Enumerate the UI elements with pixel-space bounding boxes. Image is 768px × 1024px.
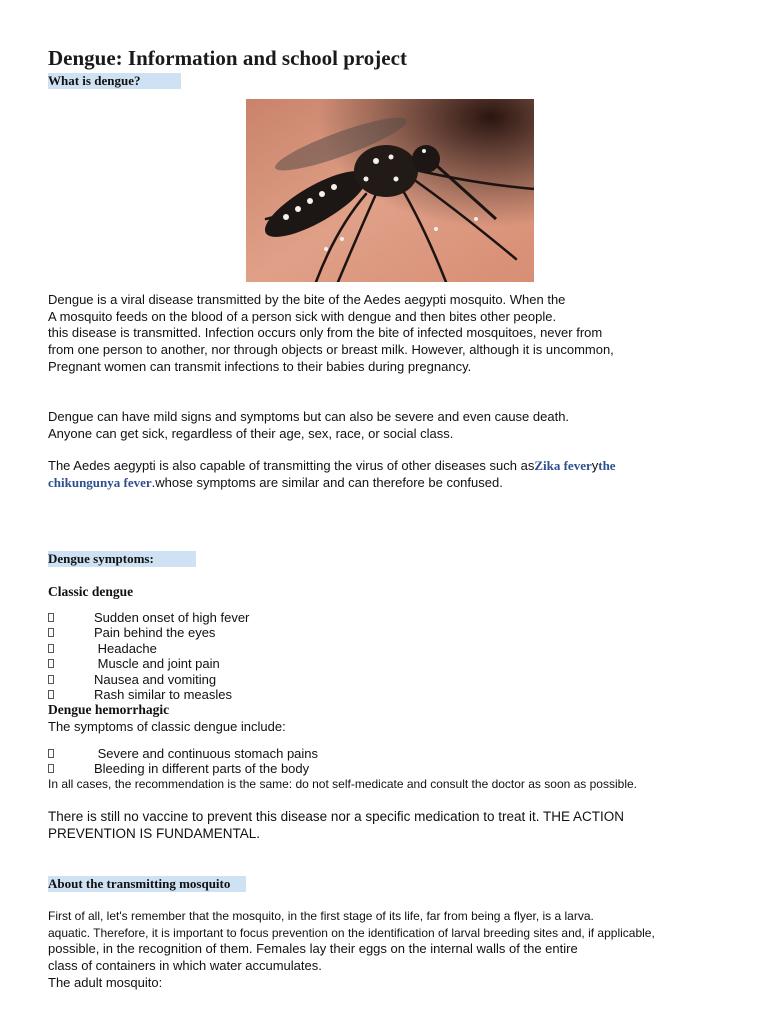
other-diseases-paragraph <box>48 458 688 491</box>
text-line: Anyone can get sick, regardless of their age, sex, race, or social class. <box>48 425 454 441</box>
checkbox-bullet-icon <box>48 644 54 653</box>
section-heading-dengue-symptoms: Dengue symptoms: <box>48 551 196 567</box>
section-heading-transmitting-mosquito: About the transmitting mosquito <box>48 876 246 892</box>
checkbox-bullet-icon <box>48 628 54 637</box>
checkbox-bullet-icon <box>48 675 54 684</box>
section-heading-what-is-dengue: What is dengue? <box>48 73 181 89</box>
checkbox-bullet-icon <box>48 764 54 773</box>
text-line: A mosquito feeds on the blood of a person sick with dengue and then bites other people. <box>48 308 557 324</box>
text-line: Dengue is a viral disease transmitted by the bite of the Aedes aegypti mosquito. When the <box>48 292 566 307</box>
text-span: .whose symptoms are similar and can therefore be confused. <box>151 474 503 490</box>
text-line: There is still no vaccine to prevent this disease nor a specific medication to treat it. THE ACTION <box>48 809 624 824</box>
text-line: Pregnant women can transmit infections to their babies during pregnancy. <box>48 358 472 374</box>
checkbox-bullet-icon <box>48 613 54 622</box>
zika-fever-link[interactable]: Zika fever <box>534 458 592 473</box>
text-line: The adult mosquito: <box>48 974 163 990</box>
text-line: class of containers in which water accumulates. <box>48 958 322 974</box>
text-line: from one person to another, nor through objects or breast milk. However, although it is uncommon, <box>48 342 614 358</box>
severity-paragraph <box>48 409 688 442</box>
text-span: y <box>591 458 599 473</box>
text-line: this disease is transmitted. Infection occurs only from the bite of infected mosquitoes, never from <box>48 325 603 341</box>
checkbox-bullet-icon <box>48 749 54 758</box>
checkbox-bullet-icon <box>48 690 54 699</box>
text-line: aquatic. Therefore, it is important to focus prevention on the identification of larval breeding sites and, if applicable, <box>48 925 655 940</box>
text-span: The Aedes aegypti is also capable of transmitting the virus of other diseases such as <box>48 458 535 473</box>
text-line: In all cases, the recommendation is the same: do not self-medicate and consult the doctor as soon as possible. <box>48 777 637 791</box>
chikungunya-link-part1[interactable]: the <box>598 458 616 473</box>
checkbox-bullet-icon <box>48 659 54 668</box>
text-line: The symptoms of classic dengue include: <box>48 719 286 734</box>
intro-paragraph <box>48 292 688 375</box>
classic-dengue-title: Classic dengue <box>48 584 134 599</box>
dengue-hemorrhagic-title: Dengue hemorrhagic <box>48 702 170 717</box>
text-line: Dengue can have mild signs and symptoms but can also be severe and even cause death. <box>48 409 570 424</box>
mosquito-paragraph <box>48 908 688 991</box>
text-line: First of all, let's remember that the mosquito, in the first stage of its life, far from being a flyer, is a larva. <box>48 909 594 923</box>
page-title: Dengue: Information and school project <box>48 46 407 70</box>
vaccine-paragraph <box>48 809 688 842</box>
text-line: possible, in the recognition of them. Females lay their eggs on the internal walls of the entire <box>48 941 578 957</box>
hemorrhagic-intro <box>48 719 688 736</box>
chikungunya-fever-link[interactable]: chikungunya fever <box>48 474 152 490</box>
recommendation-text <box>48 776 688 793</box>
text-line: PREVENTION IS FUNDAMENTAL. <box>48 825 261 841</box>
aedes-aegypti-mosquito-photo <box>246 99 534 282</box>
